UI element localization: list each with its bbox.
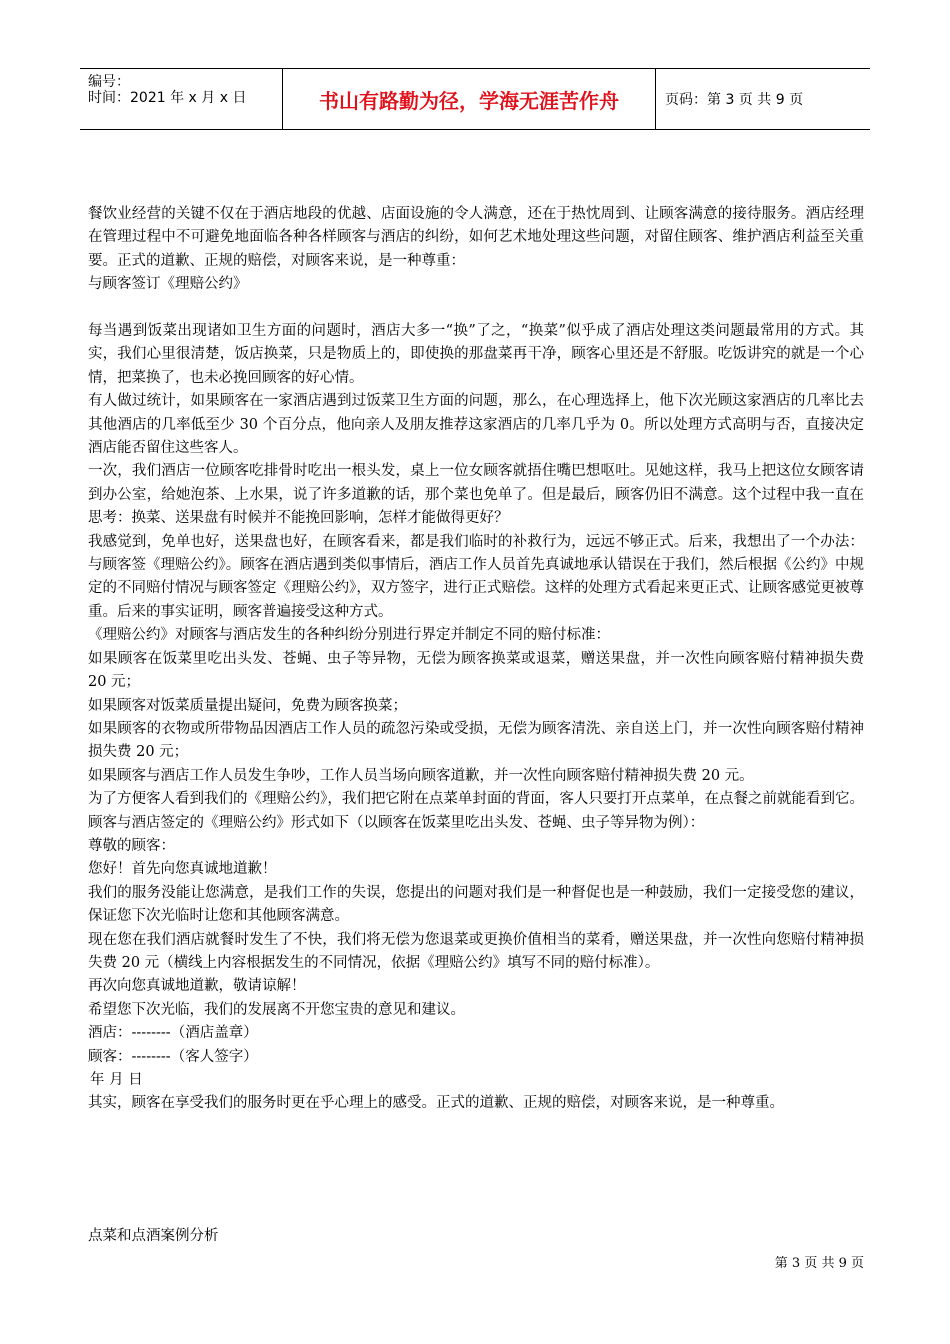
motto-banner: 书山有路勤为径，学海无涯苦作舟 xyxy=(282,69,656,129)
paragraph: 其实，顾客在享受我们的服务时更在乎心理上的感受。正式的道歉、正规的赔偿，对顾客来说，是一种尊重。 xyxy=(88,1095,784,1112)
paragraph: 如果顾客的衣物或所带物品因酒店工作人员的疏忽污染或受损，无偿为顾客清洗、亲自送上门，并一次性向顾客赔付精神损失费 20 元； xyxy=(88,720,864,761)
time-label: 时间：2021 年 x 月 x 日 xyxy=(88,90,247,106)
paragraph: 如果顾客在饭菜里吃出头发、苍蝇、虫子等异物，无偿为顾客换菜或退菜，赠送果盘，并一次性向顾客赔付精神损失费 20 元； xyxy=(88,650,864,691)
number-label: 编号： xyxy=(88,74,130,90)
letter-salutation: 尊敬的顾客： xyxy=(88,837,175,854)
paragraph: 如果顾客对饭菜质量提出疑问，免费为顾客换菜； xyxy=(88,697,407,714)
next-section-title: 点菜和点酒案例分析 xyxy=(88,1228,219,1244)
document-body xyxy=(88,203,864,1116)
paragraph: 如果顾客与酒店工作人员发生争吵，工作人员当场向顾客道歉，并一次性向顾客赔付精神损失费 20 元。 xyxy=(88,767,754,784)
paragraph: 我感觉到，免单也好，送果盘也好，在顾客看来，都是我们临时的补救行为，远远不够正式。后来，我想出了一个办法：与顾客签《理赔公约》。顾客在酒店遇到类似事情后，酒店工作人员首先真诚地承认错误在于我们，然后根据《公约》中规定的不同赔付情况与顾客签定《理赔公约》，双方签字，进行正式赔偿。这样的处理方式看起来更正式、让顾客感觉更被尊重。后来的事实证明，顾客普遍接受这种方式。 xyxy=(88,533,864,620)
paragraph: 为了方便客人看到我们的《理赔公约》，我们把它附在点菜单封面的背面，客人只要打开点菜单，在点餐之前就能看到它。顾客与酒店签定的《理赔公约》形式如下（以顾客在饭菜里吃出头发、苍蝇、虫子等异物为例）： xyxy=(88,791,864,831)
letter-line: 再次向您真诚地道歉，敬请谅解！ xyxy=(88,978,306,995)
blank-line xyxy=(88,297,864,320)
paragraph: 有人做过统计，如果顾客在一家酒店遇到过饭菜卫生方面的问题，那么，在心理选择上，他下次光顾这家酒店的几率比去其他酒店的几率低至少 30 个百分点，他向亲人及朋友推荐这家酒店的几率几乎为 0。所以处理方式高明与否，直接决定酒店能否留住这些客人。 xyxy=(88,393,864,457)
signature-customer: 顾客：--------（客人签字） xyxy=(88,1048,258,1065)
footer-page-number: 第 3 页 共 9 页 xyxy=(774,1256,864,1271)
paragraph: 餐饮业经营的关键不仅在于酒店地段的优越、店面设施的令人满意，还在于热忱周到、让顾客满意的接待服务。酒店经理在管理过程中不可避免地面临各种各样顾客与酒店的纠纷，如何艺术地处理这些问题，对留住顾客、维护酒店利益至关重要。正式的道歉、正规的赔偿，对顾客来说，是一种尊重： xyxy=(88,206,864,269)
signature-hotel: 酒店：--------（酒店盖章） xyxy=(88,1025,258,1042)
paragraph: 一次，我们酒店一位顾客吃排骨时吃出一根头发，桌上一位女顾客就捂住嘴巴想呕吐。见她这样，我马上把这位女顾客请到办公室，给她泡茶、上水果，说了许多道歉的话，那个菜也免单了。但是最后，顾客仍旧不满意。这个过程中我一直在思考：换菜、送果盘有时候并不能挽回影响，怎样才能做得更好？ xyxy=(88,463,864,527)
header-meta xyxy=(80,69,282,129)
paragraph: 每当遇到饭菜出现诸如卫生方面的问题时，酒店大多一“换”了之，“换菜”似乎成了酒店处理这类问题最常用的方式。其实，我们心里很清楚，饭店换菜，只是物质上的，即使换的那盘菜再干净，顾客心里还是不舒服。吃饭讲究的就是一个心情，把菜换了，也未必挽回顾客的好心情。 xyxy=(88,323,864,386)
date-line: 年 月 日 xyxy=(90,1072,143,1089)
page-header xyxy=(80,68,870,130)
header-page-label: 页码：第 3 页 共 9 页 xyxy=(665,92,804,108)
paragraph: 《理赔公约》对顾客与酒店发生的各种纠纷分别进行界定并制定不同的赔付标准： xyxy=(88,627,610,644)
section-heading: 与顾客签订《理赔公约》 xyxy=(88,276,248,293)
letter-line: 您好！首先向您真诚地道歉！ xyxy=(88,861,277,878)
letter-line: 我们的服务没能让您满意，是我们工作的失误，您提出的问题对我们是一种督促也是一种鼓励，我们一定接受您的建议，保证您下次光临时让您和其他顾客满意。 xyxy=(88,884,864,925)
letter-line: 希望您下次光临，我们的发展离不开您宝贵的意见和建议。 xyxy=(88,1001,465,1018)
letter-line: 现在您在我们酒店就餐时发生了不快，我们将无偿为您退菜或更换价值相当的菜肴，赠送果盘，并一次性向您赔付精神损失费 20 元（横线上内容根据发生的不同情况，依据《理赔公约》填写不同的赔付标准）。 xyxy=(88,931,864,971)
